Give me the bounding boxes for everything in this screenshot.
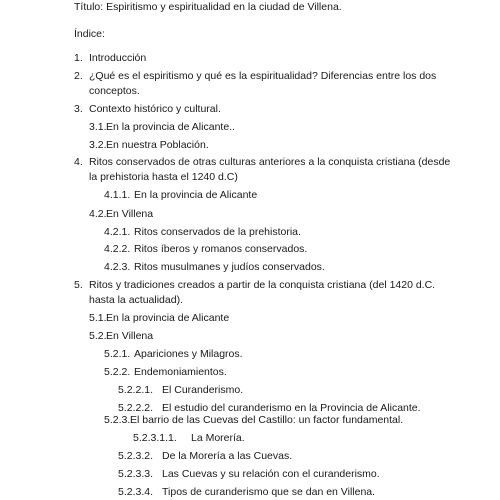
index-entry: 3.2.En nuestra Población. [89, 139, 209, 151]
index-entry-continuation: hasta la actualidad). [89, 294, 183, 306]
index-entry-continuation: conceptos. [89, 85, 140, 97]
index-heading: Índice: [74, 28, 105, 40]
index-entry: 4.2.En Villena [89, 208, 154, 220]
index-entry: 5.2.2. Endemoniamientos. [104, 366, 227, 378]
index-entry: 3.1.En la provincia de Alicante.. [89, 121, 235, 133]
index-entry: 4.2.1. Ritos conservados de la prehistoria. [104, 226, 301, 238]
index-entry: 5.2.2.2. El estudio del curanderismo en la Provincia de Alicante. [118, 402, 421, 414]
index-entry: 5.2.1. Apariciones y Milagros. [104, 348, 243, 360]
index-entry: 2. ¿Qué es el espiritismo y qué es la espiritualidad? Diferencias entre los dos [74, 70, 437, 82]
index-entry-continuation: la prehistoria hasta el 1240 d.C) [89, 171, 238, 183]
index-entry: 5.2.3.El barrio de las Cuevas del Castillo: un factor fundamental. [104, 414, 404, 426]
index-entry: 4.1.1. En la provincia de Alicante [104, 189, 258, 201]
index-entry: 5.2.3.1.1. La Morería. [133, 432, 245, 444]
index-entry: 1. Introducción [74, 52, 147, 64]
index-entry: 5.1.En la provincia de Alicante [89, 312, 230, 324]
index-entry: 5.2.3.3. Las Cuevas y su relación con el curanderismo. [118, 468, 380, 480]
index-entry: 5.2.2.1. El Curanderismo. [118, 384, 244, 396]
index-entry: 5. Ritos y tradiciones creados a partir de la conquista cristiana (del 1420 d.C. [74, 279, 436, 291]
index-entry: 5.2.3.4. Tipos de curanderismo que se dan en Villena. [118, 486, 376, 498]
index-entry: 4.2.2. Ritos íberos y romanos conservados. [104, 243, 308, 255]
index-entry: 5.2.3.2. De la Morería a las Cuevas. [118, 450, 293, 462]
index-entry: 4. Ritos conservados de otras culturas anteriores a la conquista cristiana (desde [74, 156, 451, 168]
index-entry: 3. Contexto histórico y cultural. [74, 103, 221, 115]
document-title: Título: Espiritismo y espiritualidad en la ciudad de Villena. [74, 1, 342, 13]
index-entry: 4.2.3. Ritos musulmanes y judíos conservados. [104, 261, 325, 273]
index-entry: 5.2.En Villena [89, 330, 154, 342]
